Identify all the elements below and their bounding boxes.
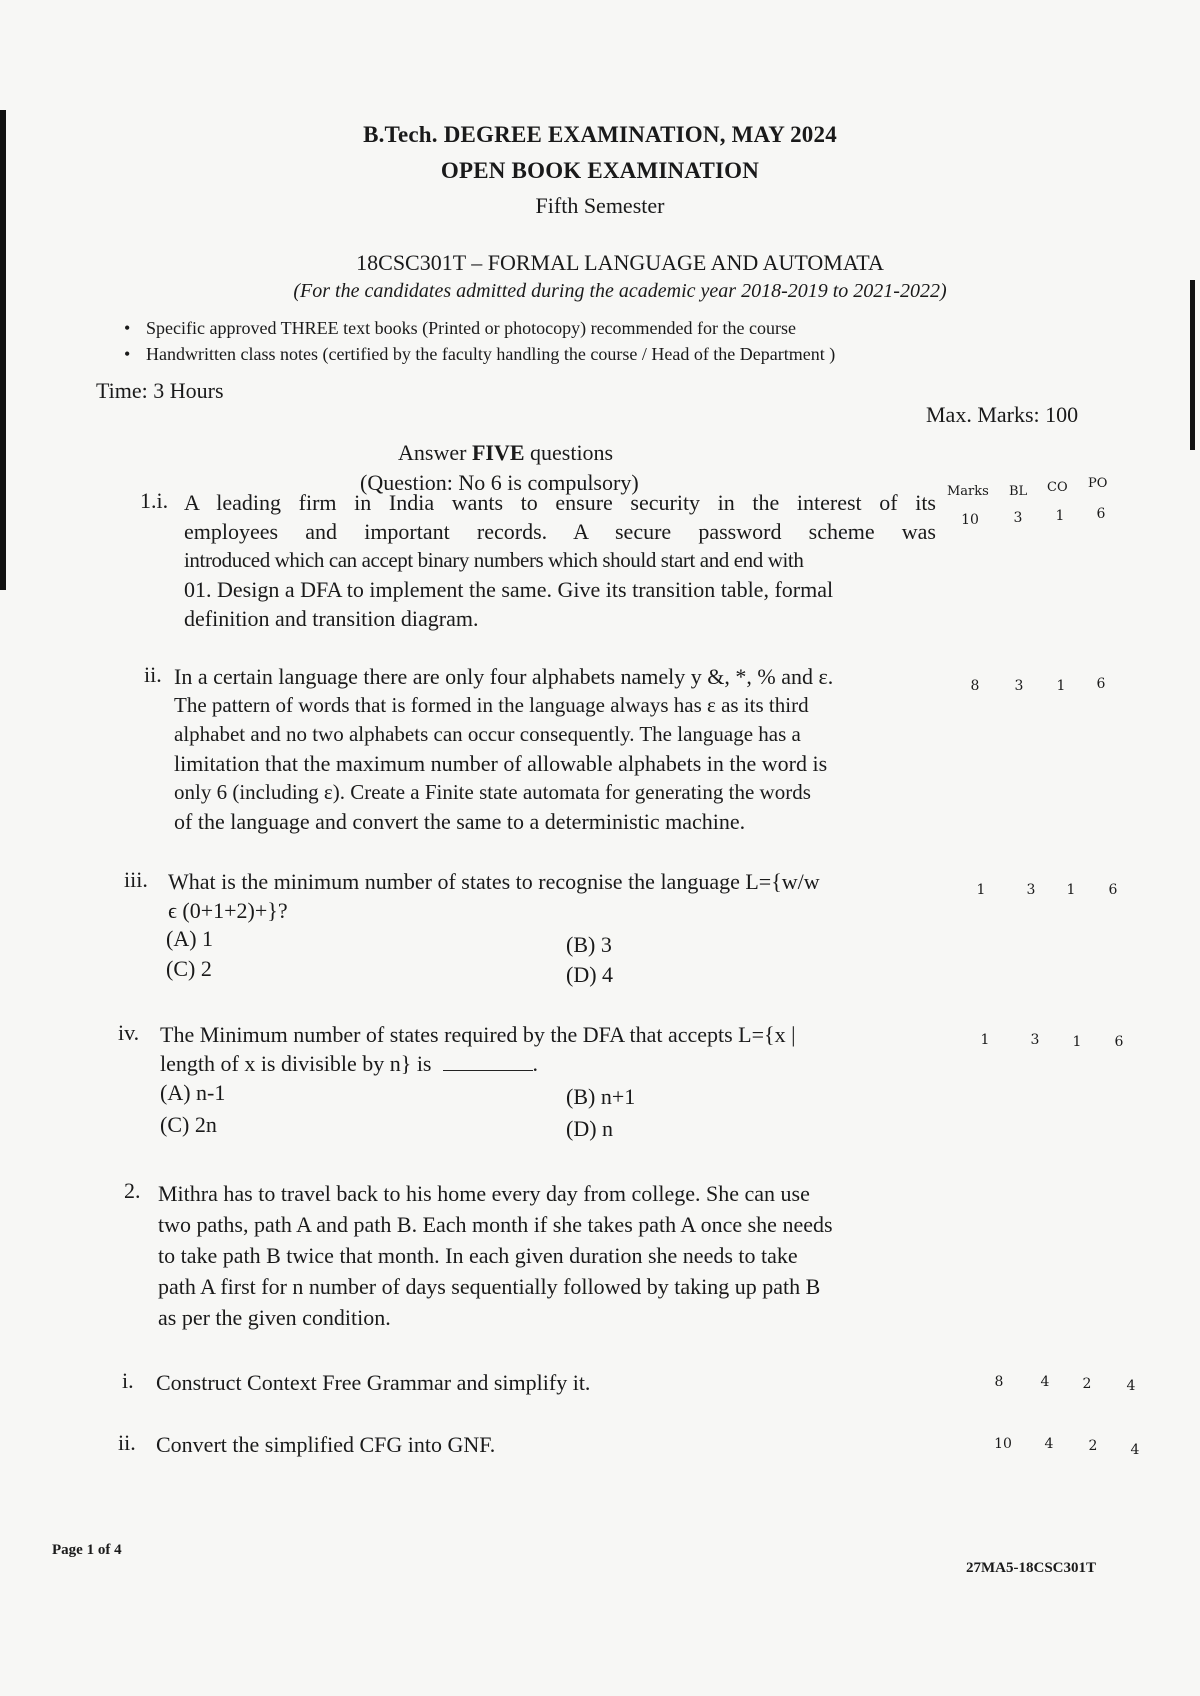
- q2i-marks: 8: [994, 1374, 1004, 1390]
- col-header-po: PO: [1088, 476, 1108, 491]
- q1iv-option-a: (A) n-1: [160, 1080, 226, 1105]
- q1ii-bl: 3: [1014, 678, 1024, 694]
- allowed-item-1: • Specific approved THREE text books (Printed or photocopy) recommended for the course: [124, 318, 796, 338]
- allowed-item-2: • Handwritten class notes (certified by the faculty handling the course / Head of the Department ): [124, 344, 836, 364]
- q1ii-number: ii.: [144, 662, 162, 687]
- q1i-marks: 10: [961, 512, 979, 528]
- q1iii-co: 1: [1066, 882, 1076, 898]
- exam-type: OPEN BOOK EXAMINATION: [440, 158, 760, 183]
- q1ii-po: 6: [1096, 676, 1106, 692]
- q1iii-text: What is the minimum number of states to recognise the language L={w/w ϵ (0+1+2)+}?: [168, 869, 820, 923]
- q2ii-text: Convert the simplified CFG into GNF.: [156, 1432, 496, 1457]
- q1iv-option-b: (B) n+1: [566, 1084, 636, 1109]
- q1iv-bl: 3: [1030, 1032, 1040, 1048]
- q1ii-co: 1: [1056, 678, 1066, 694]
- scan-edge-right: [1190, 280, 1195, 450]
- q1iv-number: iv.: [118, 1020, 140, 1045]
- max-marks-label: Max. Marks: 100: [926, 402, 1079, 427]
- q1iv-marks: 1: [980, 1032, 990, 1048]
- q2-text: Mithra has to travel back to his home every day from college. She can use two paths, path A and path B. Each month if she takes path A once she needs to take path B twice that month. In each given duration she needs to take path A first for n number of days sequentially followed by taking up path B as per the given condition.: [158, 1181, 833, 1330]
- bullet-icon: •: [124, 344, 131, 364]
- q1iii-option-d: (D) 4: [566, 962, 614, 987]
- q1iv-option-d: (D) n: [566, 1116, 614, 1141]
- compulsory-note: (Question: No 6 is compulsory): [360, 470, 639, 495]
- page-number: Page 1 of 4: [52, 1542, 122, 1558]
- q1ii-marks: 8: [970, 678, 980, 694]
- q1i-number: 1.i.: [140, 488, 169, 513]
- answer-count: FIVE: [471, 440, 525, 465]
- q2i-text: Construct Context Free Grammar and simplify it.: [156, 1370, 591, 1395]
- q2i-number: i.: [122, 1368, 134, 1393]
- q1i-bl: 3: [1013, 510, 1023, 526]
- course-title: 18CSC301T – FORMAL LANGUAGE AND AUTOMATA: [356, 250, 884, 275]
- q1iv-option-c: (C) 2n: [160, 1112, 217, 1137]
- q1iv-co: 1: [1072, 1034, 1082, 1050]
- q2i-bl: 4: [1040, 1374, 1050, 1390]
- q1iii-option-a: (A) 1: [166, 926, 214, 951]
- q1iii-number: iii.: [124, 867, 148, 892]
- col-header-co: CO: [1047, 480, 1068, 495]
- q1iv-po: 6: [1114, 1034, 1124, 1050]
- q1iv-text: The Minimum number of states required by the DFA that accepts L={x | length of x is divisible by n} is .: [160, 1022, 796, 1076]
- q1iii-po: 6: [1108, 882, 1118, 898]
- col-header-marks: Marks: [947, 484, 989, 499]
- q1i-text: A leading firm in India wants to ensure security in the interest of its employees and important records. A secure password scheme was introduced which can accept binary numbers which should start and end with 01. Design a DFA to implement the same. Give its transition table, formal definition and transition diagram.: [184, 490, 936, 631]
- q2i-co: 2: [1082, 1376, 1092, 1392]
- paper-code: 27MA5-18CSC301T: [966, 1560, 1096, 1576]
- semester: Fifth Semester: [535, 193, 665, 218]
- q2ii-number: ii.: [118, 1430, 136, 1455]
- answer-instruction: Answer FIVE questions: [398, 440, 614, 465]
- exam-title: B.Tech. DEGREE EXAMINATION, MAY 2024: [363, 122, 837, 147]
- col-header-bl: BL: [1009, 484, 1028, 499]
- q1iii-option-c: (C) 2: [166, 956, 212, 981]
- q1iii-marks: 1: [976, 882, 986, 898]
- q2-number: 2.: [124, 1178, 141, 1203]
- q1i-co: 1: [1055, 508, 1065, 524]
- q2ii-bl: 4: [1044, 1436, 1054, 1452]
- answer-blank: [443, 1052, 533, 1071]
- q1ii-text: In a certain language there are only four alphabets namely y &, *, % and ε. The pattern of words that is formed in the language always has ε as its third alphabet and no two alphabets can occur consequently. The language has a limitation that the maximum number of allowable alphabets in the word is only 6 (including ε). Create a Finite state automata for generating the words of the language and convert the same to a deterministic machine.: [174, 664, 834, 834]
- time-label: Time: 3 Hours: [96, 378, 224, 403]
- q2ii-marks: 10: [994, 1436, 1012, 1452]
- q1i-po: 6: [1096, 506, 1106, 522]
- q2ii-po: 4: [1130, 1442, 1140, 1458]
- q1iii-bl: 3: [1026, 882, 1036, 898]
- q2i-po: 4: [1126, 1378, 1136, 1394]
- bullet-icon: •: [124, 318, 131, 338]
- q2ii-co: 2: [1088, 1438, 1098, 1454]
- q1iii-option-b: (B) 3: [566, 932, 612, 957]
- candidates-note: (For the candidates admitted during the academic year 2018-2019 to 2021-2022): [293, 280, 947, 302]
